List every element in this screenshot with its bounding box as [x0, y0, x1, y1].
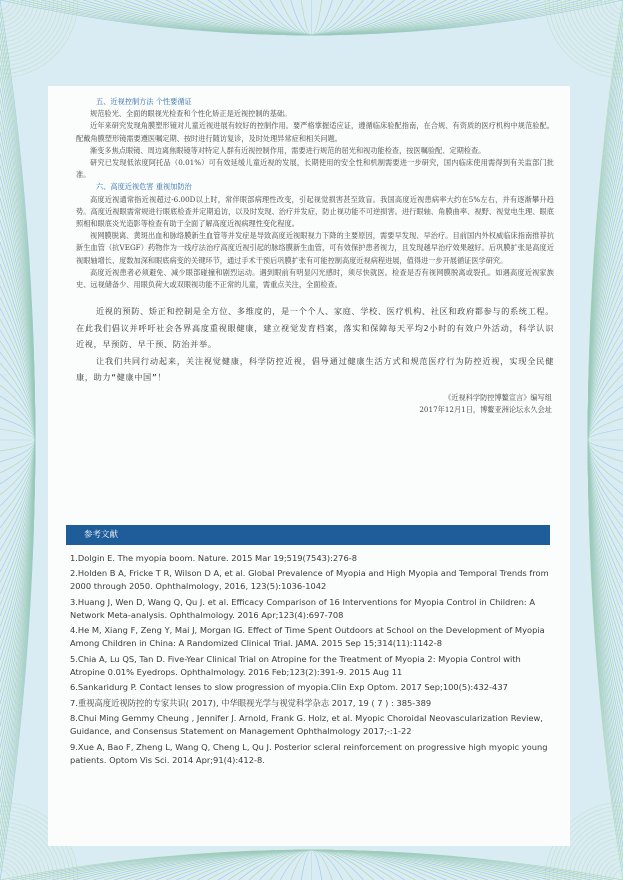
reference-item: 8.Chui Ming Gemmy Cheung , Jennifer J. Arnold, Frank G. Holz, et al. Myopic Choroidal Neovascularization Review, Guidance, and Consensus Statement on Management Ophthalmology 2017;-:1-22: [70, 713, 543, 737]
reference-item: 3.Huang J, Wen D, Wang Q, Qu J. et al. Efficacy Comparison of 16 Interventions for Myopia Control in Children: A Network Meta-analysis. Ophthalmology. 2016 Apr;123(4):697-708: [70, 596, 535, 620]
section-6-title: 六、高度近视危害 重视加防治: [96, 182, 192, 192]
reference-item: 7.重视高度近视防控的专家共识( 2017), 中华眼视光学与视觉科学杂志 2017, 19 ( 7 ) : 385-389: [70, 697, 432, 708]
section-5-paragraph: 规范验光、全面的眼视光检查和个性化矫正是近视控制的基础。: [90, 109, 292, 119]
reference-item: 2.Holden B A, Fricke T R, Wilson D A, et al. Global Prevalence of Myopia and High Myopia and Temporal Trends from 2000 through 2050. Ophthalmology, 2016, 123(5):1036-1042: [70, 568, 549, 592]
references-list: [70, 552, 554, 769]
declaration-signature: [76, 392, 552, 417]
reference-item: 9.Xue A, Bao F, Zheng L, Wang Q, Cheng L, Qu J. Posterior scleral reinforcement on progressive high myopic young patients. Optom Vis Sci. 2014 Apr;91(4):412-8.: [70, 741, 548, 765]
references-title: 参考文献: [84, 530, 119, 540]
section-6-paragraph: 视网膜脱离、黄斑出血和脉络膜新生血管等并发症是导致高度近视眼视力下降的主要原因，需要早发现、早治疗。目前国内外权威临床指南推荐抗新生血管（抗VEGF）药物作为一线疗法治疗高度近视引起的脉络膜新生血管，可有效保护患者视力，且发现越早治疗效果越好。后巩膜扩张是高度近视眼轴增长、度数加深和眼底病变的关键环节，通过手术干预后巩膜扩张有可能控制高度近视病程进展，值得进一步开展循证医学研究。: [76, 231, 554, 265]
references-header: [66, 525, 550, 545]
section-6-paragraph: 高度近视患者必须避免、减少眼部碰撞和剧烈运动。遇到眼前有明显闪光感时，须尽快就医。检查是否有视网膜脱离或裂孔。如遇高度近视家族史、远视储备少、用眼负荷大或双眼视功能不正常的儿童，需重点关注，全面检查。: [76, 267, 554, 290]
article-body: [76, 96, 554, 417]
section-5-paragraph: 研究已发现低浓度阿托品（0.01%）可有效延缓儿童近视的发展，长期使用的安全性和机制需要进一步研究，国内临床使用需得到有关监部门批准。: [76, 158, 554, 180]
declaration-paragraph: 近视的预防、矫正和控制是全方位、多维度的，是一个个人、家庭、学校、医疗机构、社区和政府都参与的系统工程。在此我们倡议并呼吁社会各界高度重视眼健康，建立视觉发育档案，落实和保障每天平均2小时的有效户外活动，科学认识近视，早预防、早干预、防治并举。: [76, 306, 554, 350]
declaration-paragraph: 让我们共同行动起来，关注视觉健康，科学防控近视，倡导通过健康生活方式和规范医疗行为防控近视，实现全民健康，助力“健康中国”！: [76, 355, 554, 383]
signature-author: 《近视科学防控博鳌宣言》编写组: [444, 392, 552, 402]
reference-item: 6.Sankaridurg P. Contact lenses to slow progression of myopia.Clin Exp Optom. 2017 Sep;100(5):432-437: [70, 682, 508, 693]
reference-item: 1.Dolgin E. The myopia boom. Nature. 2015 Mar 19;519(7543):276-8: [70, 553, 358, 563]
section-5-paragraph: 渐变多焦点眼镜、周边离焦眼镜等对特定人群有近视控制作用，需要进行规范的屈光和视功能检查，按医嘱验配、定期检查。: [90, 145, 486, 155]
reference-item: 4.He M, Xiang F, Zeng Y, Mai J, Morgan IG. Effect of Time Spent Outdoors at School on the Development of Myopia Among Children in China: A Randomized Clinical Trial. JAMA. 2015 Sep 15;314(11):1142-8: [70, 625, 545, 649]
signature-date-place: 2017年12月1日，博鳌亚洲论坛永久会址: [419, 405, 552, 415]
reference-item: 5.Chia A, Lu QS, Tan D. Five-Year Clinical Trial on Atropine for the Treatment of Myopia 2: Myopia Control with Atropine 0.01% Eyedrops. Ophthalmology. 2016 Feb;123(2):391-9. 2015 Aug 11: [70, 653, 521, 677]
section-5-paragraph: 近年来研究发现角膜塑形镜对儿童近视进展有较好的控制作用。要严格掌握适应证，遵循临床验配指南，在合规、有资质的医疗机构中规范验配。配戴角膜塑形镜需要遵医嘱定期、按时进行随访复诊，及时处理异常症和相关问题。: [76, 121, 554, 143]
section-5-title: 五、近视控制方法 个性要循证: [96, 97, 192, 106]
section-6-paragraph: 高度近视通常指近视超过-6.00D以上时，常伴眼部病理性改变，引起视觉损害甚至致盲。我国高度近视患病率大约在5%左右，并有逐渐攀升趋势。高度近视眼需常规进行眼底检查并定期追访，以及时发现、治疗并发症，防止视功能不可逆损害。进行眼轴、角膜曲率、视野、视觉电生理、眼底照相和眼底炎光造影等检查有助于全面了解高度近视病理性变化程度。: [76, 194, 554, 229]
declaration-callout: [76, 303, 554, 386]
